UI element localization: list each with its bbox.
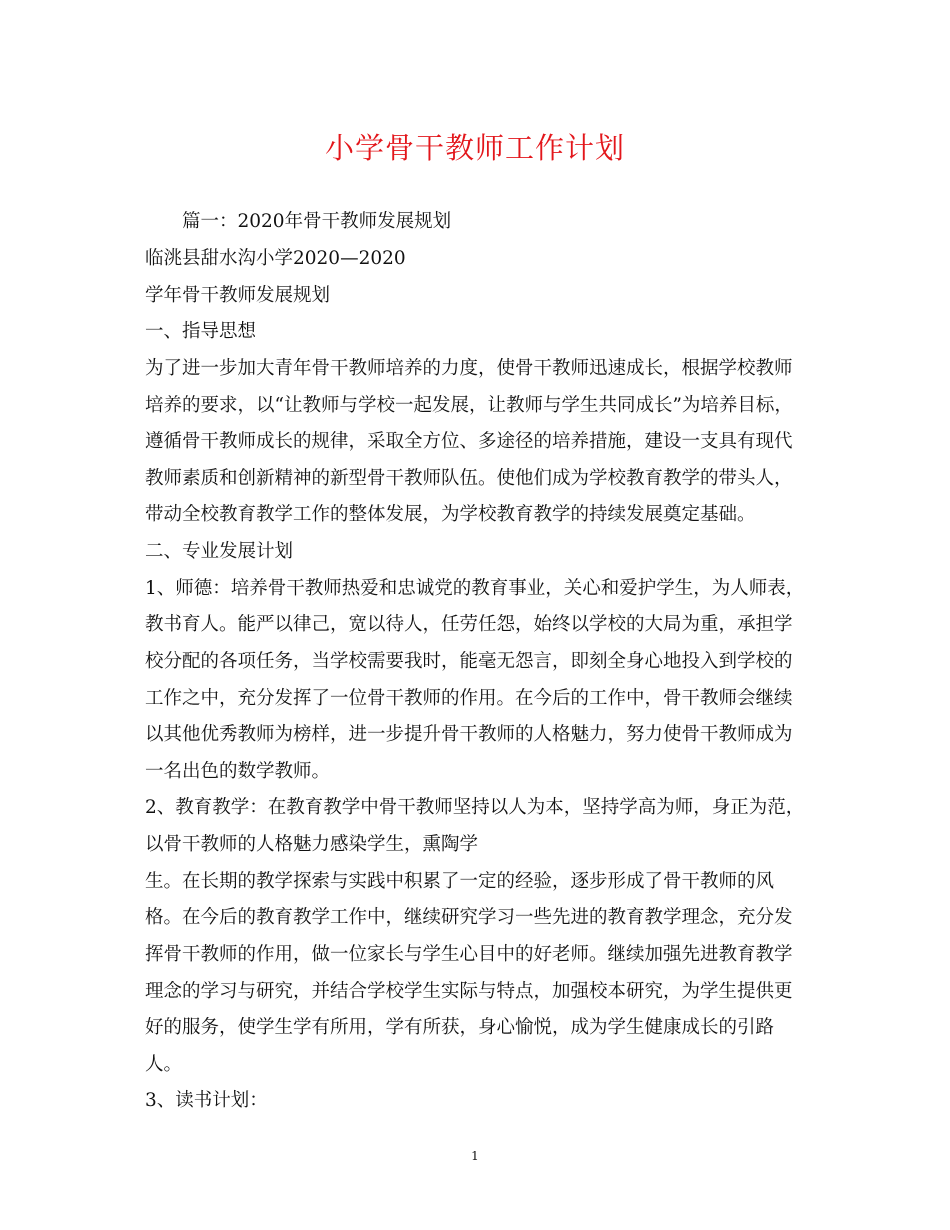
- text-line: 带动全校教育教学工作的整体发展，为学校教育教学的持续发展奠定基础。: [145, 504, 756, 525]
- text-line: 学年骨干教师发展规划: [145, 285, 331, 306]
- text-line: 2、教育教学：在教育教学中骨干教师坚持以人为本，坚持学高为师，身正为范，: [145, 797, 805, 818]
- document-title: 小学骨干教师工作计划: [324, 131, 625, 165]
- text-line: 好的服务，使学生学有所用，学有所获，身心愉悦，成为学生健康成长的引路: [145, 1017, 775, 1038]
- text-line: 培养的要求，以“让教师与学校一起发展，让教师与学生共同成长”为培养目标，: [145, 395, 793, 416]
- page-number: 1: [471, 1149, 479, 1163]
- text-line: 临洮县甜水沟小学2020—2020: [145, 248, 406, 269]
- text-line: 1、师德：培养骨干教师热爱和忠诚党的教育事业，关心和爱护学生，为人师表，: [145, 578, 805, 599]
- text-line: 为了进一步加大青年骨干教师培养的力度，使骨干教师迅速成长，根据学校教师: [145, 358, 793, 379]
- text-line: 教书育人。能严以律己，宽以待人，任劳任怨，始终以学校的大局为重，承担学: [145, 614, 793, 635]
- text-line: 生。在长期的教学探索与实践中积累了一定的经验，逐步形成了骨干教师的风: [145, 871, 775, 892]
- text-line: 篇一：2020年骨干教师发展规划: [145, 211, 452, 232]
- text-line: 教师素质和创新精神的新型骨干教师队伍。使他们成为学校教育教学的带头人，: [145, 468, 793, 489]
- text-line: 理念的学习与研究，并结合学校学生实际与特点，加强校本研究，为学生提供更: [145, 981, 793, 1002]
- text-line: 3、读书计划：: [145, 1090, 268, 1111]
- text-line: 以其他优秀教师为榜样，进一步提升骨干教师的人格魅力，努力使骨干教师成为: [145, 724, 793, 745]
- text-line: 一、指导思想: [145, 321, 257, 342]
- text-line: 校分配的各项任务，当学校需要我时，能毫无怨言，即刻全身心地投入到学校的: [145, 651, 793, 672]
- text-line: 格。在今后的教育教学工作中，继续研究学习一些先进的教育教学理念，充分发: [145, 907, 793, 928]
- text-line: 一名出色的数学教师。: [145, 761, 331, 782]
- text-line: 人。: [145, 1054, 183, 1075]
- text-line: 二、专业发展计划: [145, 541, 294, 562]
- text-line: 遵循骨干教师成长的规律，采取全方位、多途径的培养措施，建设一支具有现代: [145, 431, 793, 452]
- text-line: 工作之中，充分发挥了一位骨干教师的作用。在今后的工作中，骨干教师会继续: [145, 688, 793, 709]
- text-line: 以骨干教师的人格魅力感染学生，熏陶学: [145, 834, 479, 855]
- text-line: 挥骨干教师的作用，做一位家长与学生心目中的好老师。继续加强先进教育教学: [145, 944, 793, 965]
